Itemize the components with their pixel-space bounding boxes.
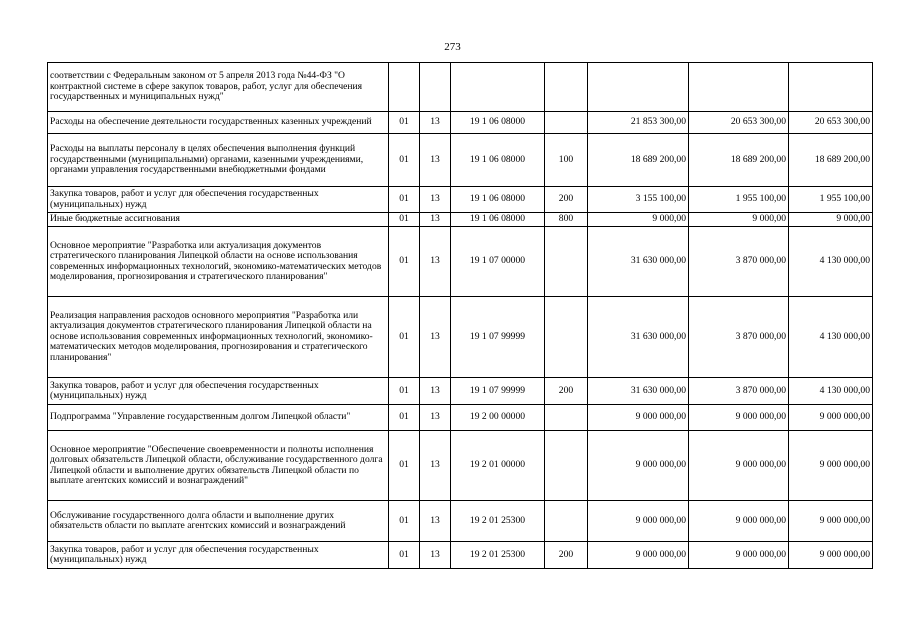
amount-3: 4 130 000,00 bbox=[789, 227, 873, 297]
subsection-code: 13 bbox=[420, 431, 451, 501]
expense-type-code bbox=[545, 63, 588, 112]
expense-type-code: 200 bbox=[545, 187, 588, 213]
expense-type-code bbox=[545, 112, 588, 134]
amount-2: 1 955 100,00 bbox=[689, 187, 789, 213]
expense-type-code: 100 bbox=[545, 134, 588, 187]
budget-table bbox=[47, 62, 873, 569]
amount-1 bbox=[588, 63, 689, 112]
target-item-code: 19 1 07 00000 bbox=[451, 227, 545, 297]
amount-3: 4 130 000,00 bbox=[789, 297, 873, 378]
section-code: 01 bbox=[389, 187, 420, 213]
amount-3: 18 689 200,00 bbox=[789, 134, 873, 187]
table-row bbox=[48, 63, 873, 112]
amount-1: 9 000 000,00 bbox=[588, 405, 689, 431]
subsection-code: 13 bbox=[420, 542, 451, 569]
amount-3: 20 653 300,00 bbox=[789, 112, 873, 134]
amount-2: 3 870 000,00 bbox=[689, 227, 789, 297]
table-row bbox=[48, 501, 873, 542]
section-code: 01 bbox=[389, 431, 420, 501]
amount-3: 9 000 000,00 bbox=[789, 431, 873, 501]
table-row bbox=[48, 227, 873, 297]
amount-1: 31 630 000,00 bbox=[588, 227, 689, 297]
amount-2: 9 000,00 bbox=[689, 213, 789, 227]
subsection-code: 13 bbox=[420, 213, 451, 227]
table-row bbox=[48, 405, 873, 431]
row-name: Иные бюджетные ассигнования bbox=[48, 213, 389, 227]
amount-1: 3 155 100,00 bbox=[588, 187, 689, 213]
row-name: Закупка товаров, работ и услуг для обеспечения государственных (муниципальных) нужд bbox=[48, 187, 389, 213]
target-item-code bbox=[451, 63, 545, 112]
table-row bbox=[48, 542, 873, 569]
target-item-code: 19 1 06 08000 bbox=[451, 134, 545, 187]
amount-1: 9 000 000,00 bbox=[588, 501, 689, 542]
amount-3: 9 000 000,00 bbox=[789, 405, 873, 431]
row-name: Закупка товаров, работ и услуг для обеспечения государственных (муниципальных) нужд bbox=[48, 542, 389, 569]
row-name: Расходы на выплаты персоналу в целях обеспечения выполнения функций государственными (муниципальными) органами, казенными учреждениями, органами управления государственными внебюджетными фондами bbox=[48, 134, 389, 187]
subsection-code: 13 bbox=[420, 378, 451, 405]
amount-2: 20 653 300,00 bbox=[689, 112, 789, 134]
amount-1: 21 853 300,00 bbox=[588, 112, 689, 134]
table-row bbox=[48, 112, 873, 134]
subsection-code: 13 bbox=[420, 227, 451, 297]
row-name: Основное мероприятие "Обеспечение своевременности и полноты исполнения долговых обязательств Липецкой области, обслуживание государственного долга Липецкой области и выполнение других обязательств Липецкой области по выплате агентских комиссий и вознаграждений" bbox=[48, 431, 389, 501]
row-name: Обслуживание государственного долга области и выполнение других обязательств области по выплате агентских комиссий и вознаграждений bbox=[48, 501, 389, 542]
subsection-code bbox=[420, 63, 451, 112]
amount-1: 9 000,00 bbox=[588, 213, 689, 227]
subsection-code: 13 bbox=[420, 501, 451, 542]
table-row bbox=[48, 297, 873, 378]
expense-type-code bbox=[545, 405, 588, 431]
amount-3: 4 130 000,00 bbox=[789, 378, 873, 405]
page-number: 273 bbox=[444, 41, 461, 53]
amount-1: 9 000 000,00 bbox=[588, 542, 689, 569]
amount-2: 9 000 000,00 bbox=[689, 542, 789, 569]
section-code: 01 bbox=[389, 134, 420, 187]
amount-2 bbox=[689, 63, 789, 112]
section-code: 01 bbox=[389, 405, 420, 431]
subsection-code: 13 bbox=[420, 187, 451, 213]
section-code: 01 bbox=[389, 378, 420, 405]
section-code: 01 bbox=[389, 112, 420, 134]
target-item-code: 19 2 01 25300 bbox=[451, 542, 545, 569]
row-name: соответствии с Федеральным законом от 5 апреля 2013 года №44-ФЗ "О контрактной системе в сфере закупок товаров, работ, услуг для обеспечения государственных и муниципальных нужд" bbox=[48, 63, 389, 112]
section-code: 01 bbox=[389, 297, 420, 378]
amount-2: 9 000 000,00 bbox=[689, 501, 789, 542]
target-item-code: 19 1 06 08000 bbox=[451, 187, 545, 213]
target-item-code: 19 2 01 25300 bbox=[451, 501, 545, 542]
subsection-code: 13 bbox=[420, 134, 451, 187]
subsection-code: 13 bbox=[420, 112, 451, 134]
expense-type-code bbox=[545, 297, 588, 378]
target-item-code: 19 1 06 08000 bbox=[451, 112, 545, 134]
section-code: 01 bbox=[389, 227, 420, 297]
expense-type-code bbox=[545, 431, 588, 501]
target-item-code: 19 2 01 00000 bbox=[451, 431, 545, 501]
subsection-code: 13 bbox=[420, 405, 451, 431]
amount-2: 9 000 000,00 bbox=[689, 431, 789, 501]
amount-1: 31 630 000,00 bbox=[588, 378, 689, 405]
target-item-code: 19 1 07 99999 bbox=[451, 378, 545, 405]
section-code: 01 bbox=[389, 501, 420, 542]
expense-type-code: 200 bbox=[545, 542, 588, 569]
amount-1: 31 630 000,00 bbox=[588, 297, 689, 378]
amount-3: 9 000 000,00 bbox=[789, 542, 873, 569]
amount-3 bbox=[789, 63, 873, 112]
amount-3: 1 955 100,00 bbox=[789, 187, 873, 213]
table-row bbox=[48, 213, 873, 227]
expense-type-code bbox=[545, 227, 588, 297]
target-item-code: 19 1 07 99999 bbox=[451, 297, 545, 378]
row-name: Подпрограмма "Управление государственным долгом Липецкой области" bbox=[48, 405, 389, 431]
section-code: 01 bbox=[389, 213, 420, 227]
table-row bbox=[48, 378, 873, 405]
table-row bbox=[48, 187, 873, 213]
subsection-code: 13 bbox=[420, 297, 451, 378]
amount-2: 18 689 200,00 bbox=[689, 134, 789, 187]
row-name: Закупка товаров, работ и услуг для обеспечения государственных (муниципальных) нужд bbox=[48, 378, 389, 405]
expense-type-code bbox=[545, 501, 588, 542]
amount-1: 9 000 000,00 bbox=[588, 431, 689, 501]
amount-2: 3 870 000,00 bbox=[689, 297, 789, 378]
expense-type-code: 200 bbox=[545, 378, 588, 405]
table-row bbox=[48, 134, 873, 187]
section-code: 01 bbox=[389, 542, 420, 569]
amount-1: 18 689 200,00 bbox=[588, 134, 689, 187]
target-item-code: 19 1 06 08000 bbox=[451, 213, 545, 227]
amount-3: 9 000,00 bbox=[789, 213, 873, 227]
section-code bbox=[389, 63, 420, 112]
amount-2: 9 000 000,00 bbox=[689, 405, 789, 431]
target-item-code: 19 2 00 00000 bbox=[451, 405, 545, 431]
row-name: Основное мероприятие "Разработка или актуализация документов стратегического планирования Липецкой области на основе использования современных информационных технологий, экономико-математических методов моделирования, прогнозирования и стратегического планирования" bbox=[48, 227, 389, 297]
row-name: Расходы на обеспечение деятельности государственных казенных учреждений bbox=[48, 112, 389, 134]
table-row bbox=[48, 431, 873, 501]
amount-3: 9 000 000,00 bbox=[789, 501, 873, 542]
amount-2: 3 870 000,00 bbox=[689, 378, 789, 405]
expense-type-code: 800 bbox=[545, 213, 588, 227]
row-name: Реализация направления расходов основного мероприятия "Разработка или актуализация документов стратегического планирования Липецкой области на основе использования современных информационных технологий, экономико-математических методов моделирования, прогнозирования и стратегического планирования" bbox=[48, 297, 389, 378]
